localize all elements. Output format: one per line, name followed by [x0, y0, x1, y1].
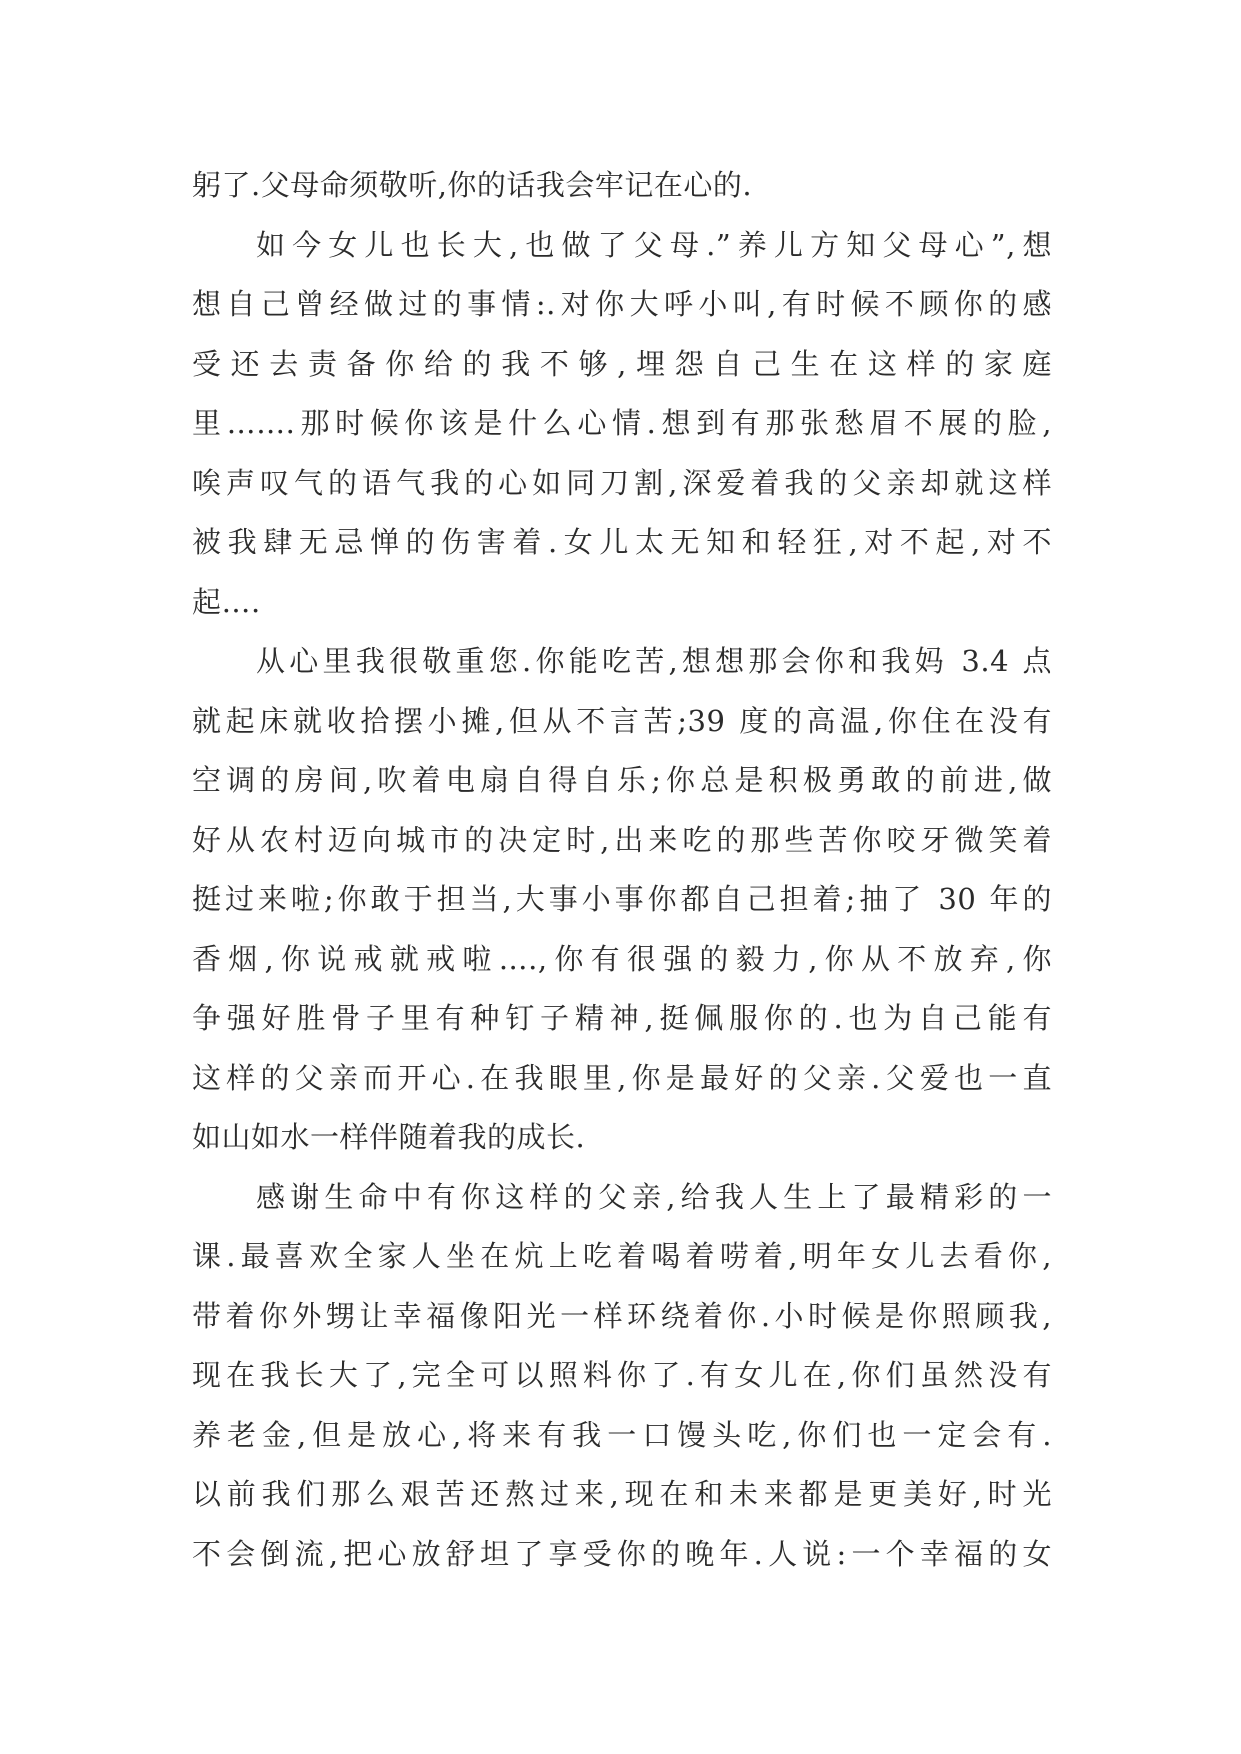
text-line: 躬了.父母命须敬听,你的话我会牢记在心的.: [192, 168, 753, 202]
text-line: 课.最喜欢全家人坐在炕上吃着喝着唠着,明年女儿去看你,: [192, 1239, 1052, 1273]
text-line: 养老金,但是放心,将来有我一口馒头吃,你们也一定会有.: [192, 1417, 1052, 1452]
text-line: 不会倒流,把心放舒坦了享受你的晚年.人说:一个幸福的女: [192, 1536, 1052, 1571]
text-line: 争强好胜骨子里有种钉子精神,挺佩服你的.也为自己能有: [192, 1001, 1052, 1035]
text-line: 空调的房间,吹着电扇自得自乐;你总是积极勇敢的前进,做: [192, 763, 1052, 797]
text-line: 从心里我很敬重您.你能吃苦,想想那会你和我妈 3.4 点: [256, 644, 1052, 678]
text-line: 起….: [192, 584, 261, 619]
text-line: 唉声叹气的语气我的心如同刀割,深爱着我的父亲却就这样: [192, 465, 1052, 500]
text-line: 如今女儿也长大,也做了父母.”养儿方知父母心”,想: [256, 227, 1052, 262]
text-line: 带着你外甥让幸福像阳光一样环绕着你.小时候是你照顾我,: [192, 1298, 1052, 1333]
text-line: 想自己曾经做过的事情:.对你大呼小叫,有时候不顾你的感: [192, 287, 1052, 321]
text-line: 香烟,你说戒就戒啦….,你有很强的毅力,你从不放弃,你: [192, 941, 1052, 976]
text-line: 好从农村迈向城市的决定时,出来吃的那些苦你咬牙微笑着: [192, 822, 1052, 857]
text-line: 挺过来啦;你敢于担当,大事小事你都自己担着;抽了 30 年的: [192, 882, 1052, 916]
text-line: 如山如水一样伴随着我的成长.: [192, 1120, 586, 1154]
text-line: 这样的父亲而开心.在我眼里,你是最好的父亲.父爱也一直: [192, 1060, 1052, 1095]
text-line: 就起床就收拾摆小摊,但从不言苦;39 度的高温,你住在没有: [192, 703, 1052, 738]
document-body: [192, 156, 1052, 1584]
text-line: 以前我们那么艰苦还熬过来,现在和未来都是更美好,时光: [192, 1477, 1052, 1511]
text-line: 受还去责备你给的我不够,埋怨自己生在这样的家庭: [192, 346, 1052, 381]
text-line: 感谢生命中有你这样的父亲,给我人生上了最精彩的一: [256, 1179, 1052, 1214]
text-line: 里…….那时候你该是什么心情.想到有那张愁眉不展的脸,: [192, 406, 1052, 440]
text-line: 被我肆无忌惮的伤害着.女儿太无知和轻狂,对不起,对不: [192, 525, 1052, 559]
text-line: 现在我长大了,完全可以照料你了.有女儿在,你们虽然没有: [192, 1358, 1052, 1392]
